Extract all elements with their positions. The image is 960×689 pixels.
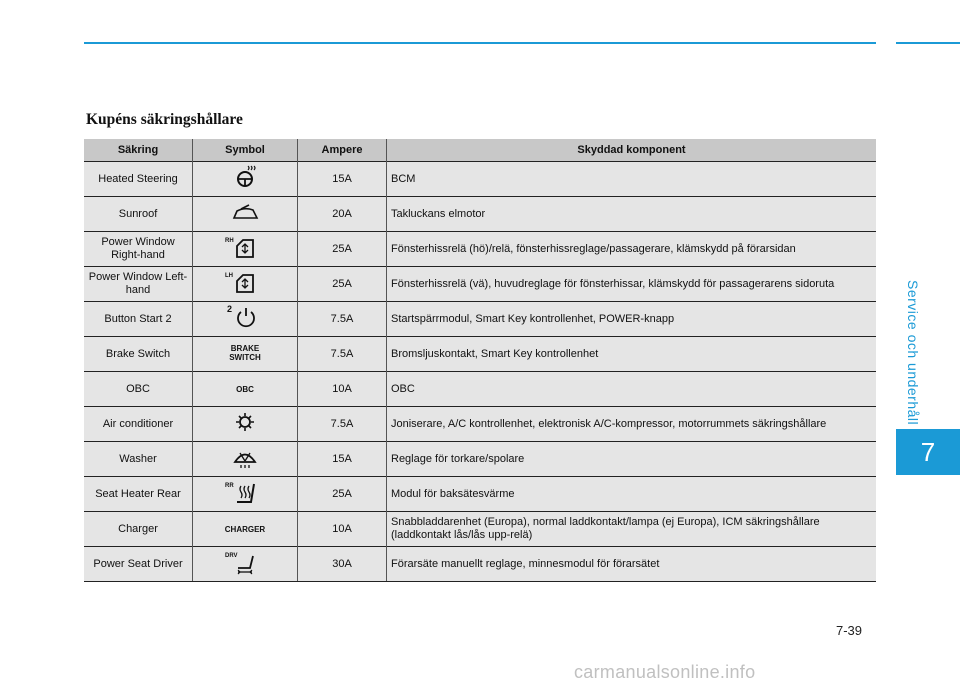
component: Snabbladdarenhet (Europa), normal laddkontakt/lampa (ej Europa), ICM säkringshållare (laddkontakt lås/lås upp-relä) [387, 512, 877, 547]
fuse-name: Sunroof [84, 197, 193, 232]
component: Reglage för torkare/spolare [387, 442, 877, 477]
ampere: 30A [298, 547, 387, 582]
fuse-name: Brake Switch [84, 337, 193, 372]
heated-steering-icon [223, 163, 267, 191]
component: Förarsäte manuellt reglage, minnesmodul för förarsätet [387, 547, 877, 582]
component: Modul för baksätesvärme [387, 477, 877, 512]
air-conditioner-icon [223, 408, 267, 436]
fuse-name: Power Seat Driver [84, 547, 193, 582]
ampere: 10A [298, 512, 387, 547]
header-ampere: Ampere [298, 139, 387, 162]
ampere: 7.5A [298, 337, 387, 372]
washer-icon [223, 443, 267, 471]
power-window-icon [223, 233, 267, 261]
table-row [84, 442, 876, 477]
sunroof-icon [223, 198, 267, 226]
fuse-name: Heated Steering [84, 162, 193, 197]
ampere: 25A [298, 232, 387, 267]
obc-symbol: OBC [236, 384, 254, 394]
table-row [84, 267, 876, 302]
fuse-name: Power Window Left-hand [84, 267, 193, 302]
symbol-tag: RH [225, 238, 234, 244]
fuse-name: Power Window Right-hand [84, 232, 193, 267]
header-component: Skyddad komponent [387, 139, 877, 162]
ampere: 20A [298, 197, 387, 232]
watermark[interactable]: carmanualsonline.info [574, 662, 756, 682]
side-header-rule [896, 42, 960, 44]
component: Fönsterhissrelä (hö)/relä, fönsterhissreglage/passagerare, klämskydd på förarsidan [387, 232, 877, 267]
table-row [84, 372, 876, 407]
header-fuse: Säkring [84, 139, 193, 162]
page-number: 7-39 [836, 623, 863, 638]
ampere: 7.5A [298, 407, 387, 442]
symbol-tag: LH [225, 273, 233, 279]
ampere: 15A [298, 442, 387, 477]
seat-heater-icon [223, 478, 267, 506]
table-row [84, 512, 876, 547]
table-row [84, 162, 876, 197]
component: Joniserare, A/C kontrollenhet, elektronisk A/C-kompressor, motorrummets säkringshållare [387, 407, 877, 442]
table-row [84, 477, 876, 512]
ampere: 10A [298, 372, 387, 407]
component: Takluckans elmotor [387, 197, 877, 232]
button-start-icon [223, 303, 267, 331]
table-header-row [84, 139, 876, 162]
chapter-tab[interactable]: 7 [896, 429, 960, 475]
header-rule [84, 42, 876, 44]
component: BCM [387, 162, 877, 197]
fuse-table [84, 139, 876, 582]
table-row [84, 337, 876, 372]
fuse-name: OBC [84, 372, 193, 407]
symbol-tag: 2 [227, 304, 233, 314]
fuse-name: Charger [84, 512, 193, 547]
table-row [84, 547, 876, 582]
ampere: 25A [298, 477, 387, 512]
fuse-name: Air conditioner [84, 407, 193, 442]
symbol-tag: DRV [225, 553, 238, 559]
component: OBC [387, 372, 877, 407]
charger-symbol: CHARGER [224, 524, 266, 534]
symbol-tag: RR [225, 483, 234, 489]
chapter-side-label: Service och underhåll [905, 280, 921, 426]
component: Startspärrmodul, Smart Key kontrollenhet, POWER-knapp [387, 302, 877, 337]
section-title: Kupéns säkringshållare [86, 111, 243, 128]
fuse-name: Button Start 2 [84, 302, 193, 337]
brake-switch-symbol: BRAKE SWITCH [229, 344, 261, 362]
fuse-name: Seat Heater Rear [84, 477, 193, 512]
table-row [84, 407, 876, 442]
table-row [84, 232, 876, 267]
component: Bromsljuskontakt, Smart Key kontrollenhet [387, 337, 877, 372]
ampere: 25A [298, 267, 387, 302]
table-row [84, 302, 876, 337]
power-window-icon [223, 268, 267, 296]
ampere: 7.5A [298, 302, 387, 337]
header-symbol: Symbol [193, 139, 298, 162]
fuse-name: Washer [84, 442, 193, 477]
table-row [84, 197, 876, 232]
component: Fönsterhissrelä (vä), huvudreglage för fönsterhissar, klämskydd för passagerarens sidoruta [387, 267, 877, 302]
ampere: 15A [298, 162, 387, 197]
power-seat-icon [223, 548, 267, 576]
